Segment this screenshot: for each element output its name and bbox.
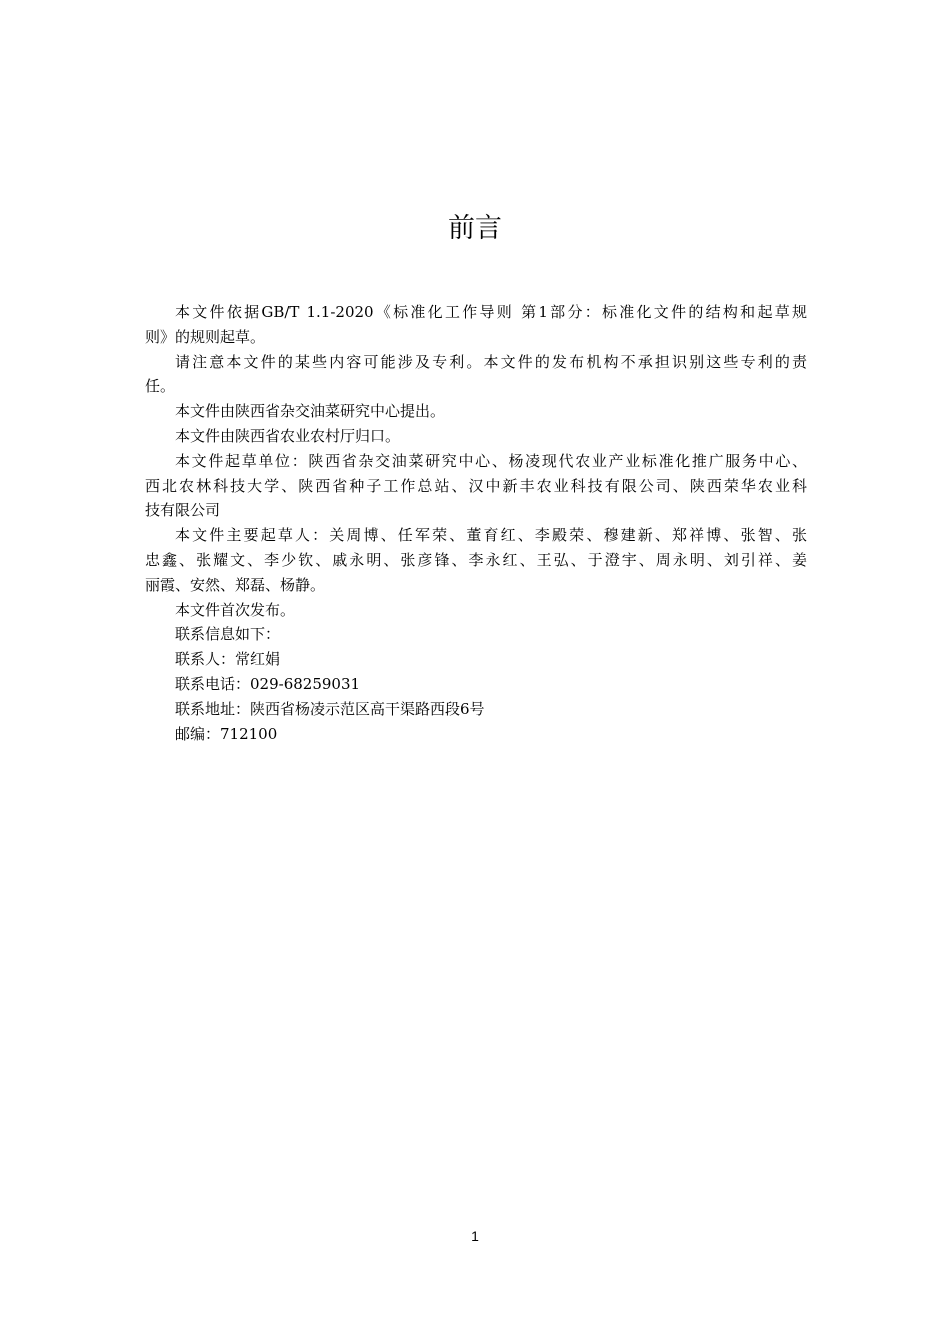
paragraph-line: 忠鑫、张耀文、李少钦、戚永明、张彦锋、李永红、王弘、于澄宇、周永明、刘引祥、姜	[145, 550, 807, 569]
paragraph-line: 本文件主要起草人：关周博、任军荣、董育红、李殿荣、穆建新、郑祥博、张智、张	[175, 526, 807, 545]
paragraph	[145, 697, 807, 722]
foreword-body	[145, 300, 807, 746]
paragraph	[145, 350, 807, 400]
paragraph-line: 则》的规则起草。	[145, 327, 266, 346]
paragraph-line: 本文件依据GB/T 1.1-2020《标准化工作导则 第1部分：标准化文件的结构和起草规	[175, 303, 807, 321]
paragraph-line: 联系地址：陕西省杨凌示范区高干渠路西段6号	[175, 699, 485, 718]
paragraph	[145, 424, 807, 449]
paragraph-line: 本文件由陕西省杂交油菜研究中心提出。	[175, 402, 446, 421]
paragraph	[145, 598, 807, 623]
paragraph-line: 本文件首次发布。	[175, 600, 296, 619]
paragraph	[145, 722, 807, 747]
paragraph-line: 联系电话：029-68259031	[175, 674, 361, 693]
paragraph-line: 丽霞、安然、郑磊、杨静。	[145, 575, 326, 594]
paragraph	[145, 647, 807, 672]
paragraph-line: 本文件起草单位：陕西省杂交油菜研究中心、杨凌现代农业产业标准化推广服务中心、	[175, 451, 807, 470]
page-title: 前言	[448, 213, 502, 244]
paragraph	[145, 622, 807, 647]
paragraph	[145, 449, 807, 523]
paragraph	[145, 399, 807, 424]
page-number: 1	[471, 1228, 479, 1244]
paragraph-line: 西北农林科技大学、陕西省种子工作总站、汉中新丰农业科技有限公司、陕西荣华农业科	[145, 476, 807, 495]
paragraph-line: 邮编：712100	[175, 724, 278, 743]
paragraph	[145, 523, 807, 597]
paragraph	[145, 672, 807, 697]
paragraph-line: 联系人：常红娟	[175, 650, 281, 669]
paragraph-line: 请注意本文件的某些内容可能涉及专利。本文件的发布机构不承担识别这些专利的责	[175, 352, 807, 371]
paragraph-line: 本文件由陕西省农业农村厅归口。	[175, 426, 401, 445]
paragraph-line: 任。	[145, 377, 176, 396]
paragraph	[145, 300, 807, 350]
paragraph-line: 技有限公司	[145, 501, 221, 520]
paragraph-line: 联系信息如下：	[175, 625, 281, 644]
